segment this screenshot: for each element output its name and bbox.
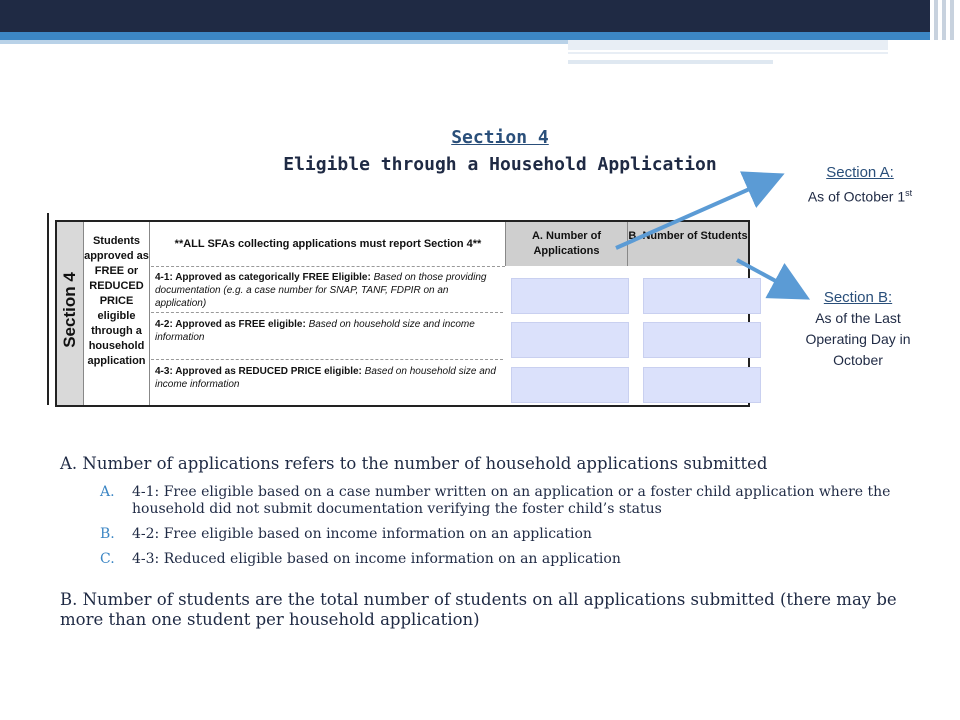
list-item-text: 4-1: Free eligible based on a case number written on an application or a foster child application where the household did not submit documentation verifying the foster child’s status	[132, 484, 891, 517]
sub-list	[60, 484, 920, 568]
list-item	[100, 484, 920, 518]
section-b-line-2: Operating Day in	[805, 331, 911, 347]
paragraph-b: B. Number of students are the total number of students on all applications submitted (there may be more than one student per household application)	[60, 590, 897, 629]
title-line-2: Eligible through a Household Application	[283, 154, 717, 175]
arrow-to-section-a	[616, 180, 770, 248]
list-item-text: 4-2: Free eligible based on income information on an application	[132, 526, 592, 542]
row-description: Based on those providing documentation (e.g. a case number for SNAP, TANF, FDPIR on an application)	[155, 272, 487, 309]
section-label: Section 4	[60, 272, 79, 348]
section-a-label	[780, 162, 940, 208]
section-b-heading: Section B:	[823, 289, 893, 306]
paragraph-a: A. Number of applications refers to the number of household applications submitted	[60, 454, 768, 473]
list-item	[100, 551, 920, 568]
form-note: **ALL SFAs collecting applications must report Section 4**	[151, 222, 505, 267]
title-line-1: Section 4	[451, 127, 549, 148]
section-a-sup: st	[905, 188, 913, 198]
list-marker: C.	[100, 551, 115, 567]
list-item-text: 4-3: Reduced eligible based on income information on an application	[132, 551, 621, 567]
section-a-date: As of October 1	[807, 188, 906, 205]
row-code: 4-1: Approved as categorically FREE Eligible:	[155, 272, 371, 283]
column-header-b: B. Number of Students	[627, 222, 748, 266]
body-text	[60, 454, 920, 630]
row-code: 4-2: Approved as FREE eligible:	[155, 319, 306, 330]
section-b-label	[776, 287, 940, 371]
list-marker: B.	[100, 526, 115, 542]
section-a-heading: Section A:	[826, 164, 894, 181]
row-description: Based on household size and income information	[155, 366, 496, 390]
section-b-line-3: October	[833, 352, 883, 368]
section-a-text	[780, 183, 940, 208]
section-b-line-1: As of the Last	[815, 310, 901, 326]
list-marker: A.	[100, 484, 115, 500]
list-item	[100, 526, 920, 543]
row-description: Based on household size and income information	[155, 319, 475, 343]
column-header-a: A. Number of Applications	[505, 222, 627, 266]
row-code: 4-3: Approved as REDUCED PRICE eligible:	[155, 366, 362, 377]
row-header: Students approved as FREE or REDUCED PRICE eligible through a household application	[84, 222, 150, 405]
